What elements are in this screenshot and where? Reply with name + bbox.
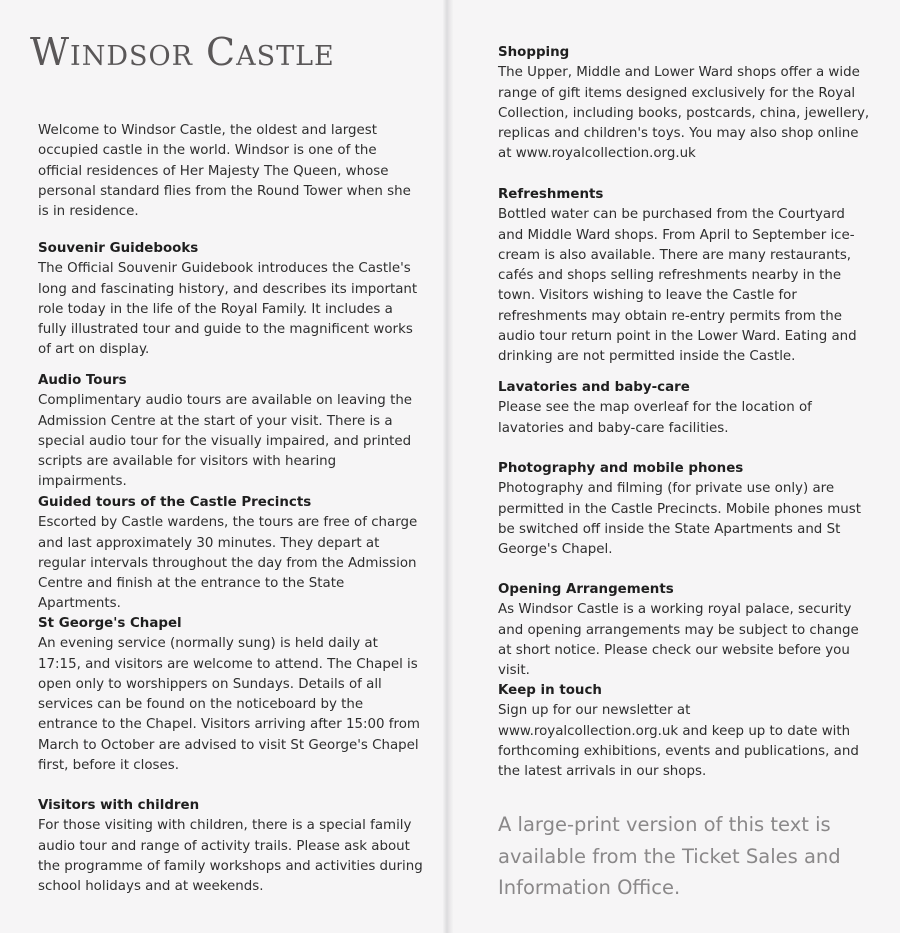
section-heading: Keep in touch [498, 683, 602, 698]
section-photography [498, 459, 873, 560]
section-heading: Souvenir Guidebooks [38, 241, 199, 256]
section-body: As Windsor Castle is a working royal palace, security and opening arrangements may be subject to change at short notice. Please check our website before you visit. [498, 602, 859, 679]
section-body: The Official Souvenir Guidebook introduces the Castle's long and fascinating history, and describes its important role today in the life of the Royal Family. It includes a fully illustrated tour and guide to the magnificent works of art on display. [38, 261, 418, 358]
section-heading: Refreshments [498, 187, 604, 202]
section-body: Escorted by Castle wardens, the tours are free of charge and last approximately 30 minutes. They depart at regular intervals throughout the day from the Admission Centre and finish at the entrance to the State Apartments. [38, 515, 418, 612]
page-title: Windsor Castle [30, 30, 335, 74]
section-lavatories [498, 378, 873, 439]
section-refreshments [498, 185, 873, 368]
section-heading: Audio Tours [38, 373, 127, 388]
section-heading: Shopping [498, 45, 570, 60]
section-heading: Visitors with children [38, 798, 200, 813]
section-audio-tours [38, 371, 423, 493]
section-body: Please see the map overleaf for the location of lavatories and baby-care facilities. [498, 400, 812, 436]
section-keep-in-touch [498, 681, 873, 782]
section-body: The Upper, Middle and Lower Ward shops offer a wide range of gift items designed exclusively for the Royal Collection, including books, postcards, china, jewellery, replicas and children's toys. You may also shop online at www.royalcollection.org.uk [498, 65, 870, 162]
section-shopping [498, 43, 873, 165]
section-visitors-with-children [38, 796, 423, 897]
section-heading: Guided tours of the Castle Precincts [38, 495, 312, 510]
intro-text: Welcome to Windsor Castle, the oldest and largest occupied castle in the world. Windsor is one of the official residences of Her Majesty The Queen, whose personal standard flies from the Round Tower when she is in residence. [38, 123, 411, 220]
section-opening-arrangements [498, 580, 873, 681]
large-print-note: A large-print version of this text is available from the Ticket Sales and Information Office. [498, 813, 841, 899]
section-souvenir-guidebooks [38, 239, 423, 361]
section-heading: Opening Arrangements [498, 582, 674, 597]
section-heading: St George's Chapel [38, 616, 182, 631]
section-heading: Photography and mobile phones [498, 461, 744, 476]
section-body: An evening service (normally sung) is held daily at 17:15, and visitors are welcome to attend. The Chapel is open only to worshippers on Sundays. Details of all services can be found on the noticeboard by the entrance to the Chapel. Visitors arriving after 15:00 from March to October are advised to visit St George's Chapel first, before it closes. [38, 636, 420, 774]
section-st-georges-chapel [38, 614, 423, 776]
section-body: Complimentary audio tours are available on leaving the Admission Centre at the start of your visit. There is a special audio tour for the visually impaired, and printed scripts are available for visitors with hearing impairments. [38, 393, 413, 490]
section-body: Sign up for our newsletter at www.royalcollection.org.uk and keep up to date with forthcoming exhibitions, events and publications, and the latest arrivals in our shops. [498, 703, 859, 780]
section-body: Bottled water can be purchased from the Courtyard and Middle Ward shops. From April to September ice-cream is also available. There are many restaurants, cafés and shops selling refreshments nearby in the town. Visitors wishing to leave the Castle for refreshments may obtain re-entry permits from the audio tour return point in the Lower Ward. Eating and drinking are not permitted inside the Castle. [498, 207, 857, 365]
section-body: Photography and filming (for private use only) are permitted in the Castle Precincts. Mobile phones must be switched off inside the State Apartments and St George's Chapel. [498, 481, 861, 558]
intro-block [38, 121, 423, 222]
page-fold [443, 0, 453, 933]
section-guided-tours [38, 493, 423, 615]
section-heading: Lavatories and baby-care [498, 380, 690, 395]
section-body: For those visiting with children, there is a special family audio tour and range of activity trails. Please ask about the programme of family workshops and activities during school holidays and at weekends. [38, 818, 423, 895]
